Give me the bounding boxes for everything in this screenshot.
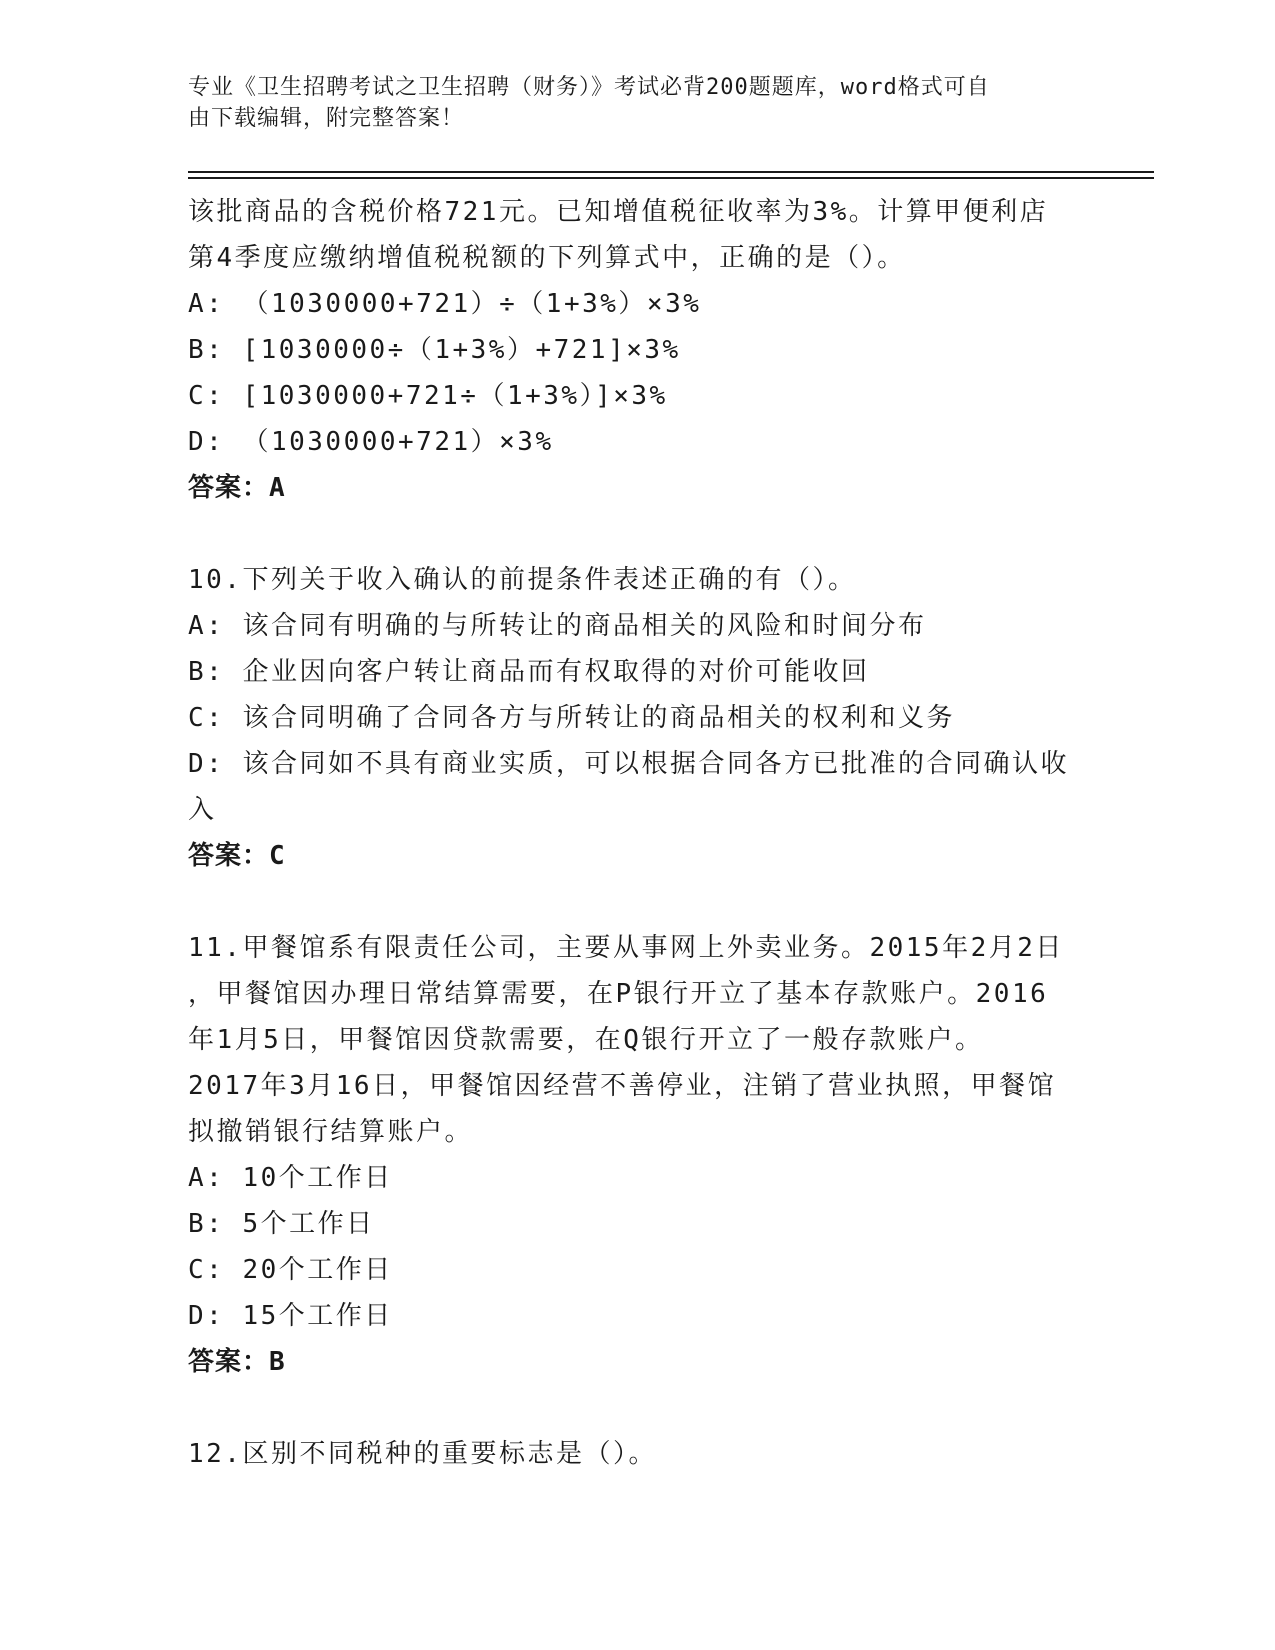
- document-header: [188, 72, 1088, 134]
- option-a: A: 10个工作日: [188, 1163, 393, 1193]
- option-b: B: 企业因向客户转让商品而有权取得的对价可能收回: [188, 657, 870, 687]
- spacer: [188, 879, 1088, 925]
- option-d: D: （1030000+721）×3%: [188, 427, 554, 457]
- option-a: A: 该合同有明确的与所转让的商品相关的风险和时间分布: [188, 611, 927, 641]
- option-c: C: 20个工作日: [188, 1255, 393, 1285]
- question-11: [188, 925, 1088, 1385]
- answer: 答案：C: [188, 841, 286, 871]
- option-d: D: 15个工作日: [188, 1301, 393, 1331]
- header-divider-bottom: [188, 177, 1154, 179]
- header-line-1: 专业《卫生招聘考试之卫生招聘（财务）》考试必背200题题库，word格式可自: [188, 75, 990, 100]
- question-stem: 年1月5日，甲餐馆因贷款需要，在Q银行开立了一般存款账户。: [188, 1025, 984, 1055]
- question-10: [188, 557, 1088, 879]
- question-9: [188, 189, 1088, 511]
- spacer: [188, 1385, 1088, 1431]
- question-list: [188, 189, 1088, 1477]
- question-stem: 11.甲餐馆系有限责任公司，主要从事网上外卖业务。2015年2月2日: [188, 933, 1064, 963]
- option-b: B: 5个工作日: [188, 1209, 375, 1239]
- option-c: C: 该合同明确了合同各方与所转让的商品相关的权利和义务: [188, 703, 955, 733]
- spacer: [188, 511, 1088, 557]
- question-stem: 10.下列关于收入确认的前提条件表述正确的有（）。: [188, 565, 857, 595]
- option-d-continued: 入: [188, 795, 217, 825]
- option-d: D: 该合同如不具有商业实质，可以根据合同各方已批准的合同确认收: [188, 749, 1069, 779]
- question-stem: ，甲餐馆因办理日常结算需要，在P银行开立了基本存款账户。2016: [188, 979, 1049, 1009]
- question-stem: 12.区别不同税种的重要标志是（）。: [188, 1439, 657, 1469]
- question-stem: 该批商品的含税价格721元。已知增值税征收率为3%。计算甲便利店: [188, 197, 1049, 227]
- question-stem: 拟撤销银行结算账户。: [188, 1117, 474, 1147]
- option-c: C: [1030000+721÷（1+3%）]×3%: [188, 381, 668, 411]
- answer: 答案：A: [188, 473, 286, 503]
- question-stem: 2017年3月16日，甲餐馆因经营不善停业，注销了营业执照，甲餐馆: [188, 1071, 1057, 1101]
- header-line-2: 由下载编辑，附完整答案！: [188, 106, 465, 131]
- option-a: A: （1030000+721）÷（1+3%）×3%: [188, 289, 702, 319]
- question-stem: 第4季度应缴纳增值税税额的下列算式中，正确的是（）。: [188, 243, 906, 273]
- question-12: [188, 1431, 1088, 1477]
- header-divider-top: [188, 171, 1154, 173]
- option-b: B: [1030000÷（1+3%）+721]×3%: [188, 335, 681, 365]
- answer: 答案：B: [188, 1347, 286, 1377]
